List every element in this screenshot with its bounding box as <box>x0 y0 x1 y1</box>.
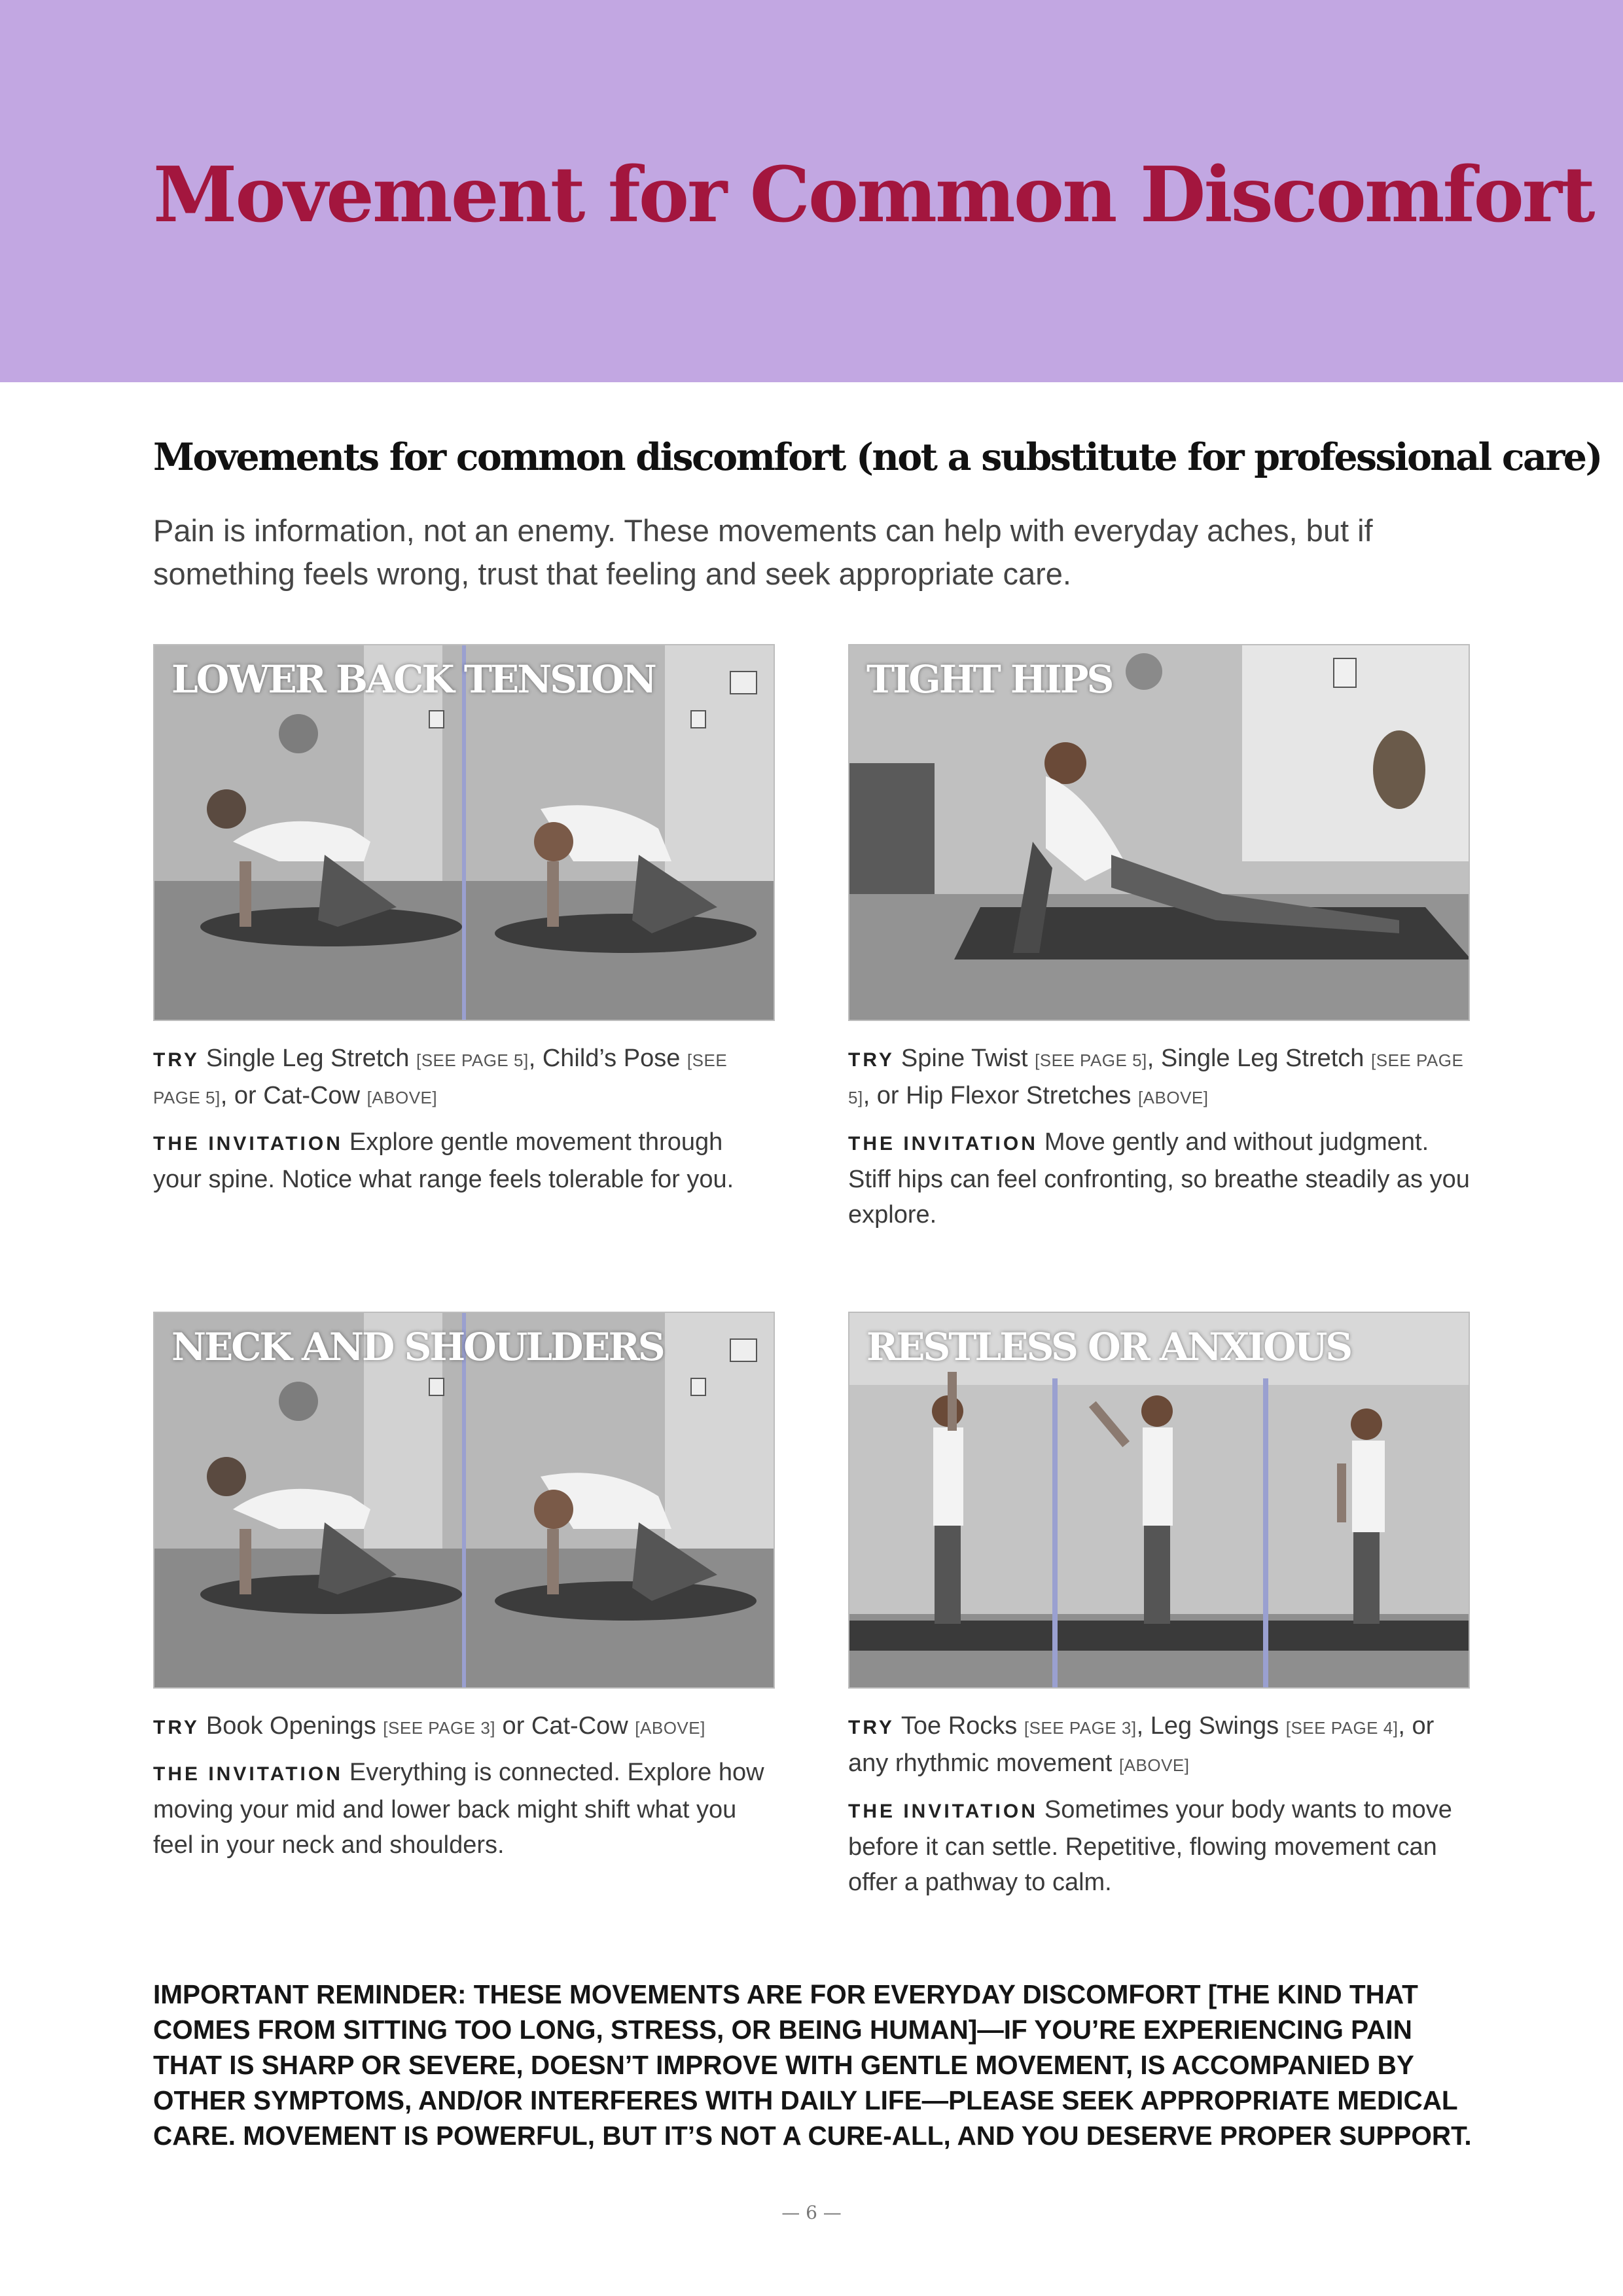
page-ref: [ABOVE] <box>635 1718 705 1738</box>
cat-cow-illustration <box>154 1313 775 1689</box>
card-neck-shoulders <box>153 1312 775 1872</box>
invitation-label: THE INVITATION <box>848 1801 1038 1822</box>
try-item: Single Leg Stretch <box>205 1045 410 1072</box>
try-item: Single Leg Stretch <box>1160 1045 1364 1072</box>
separator: or <box>495 1712 531 1740</box>
arm-swings-illustration <box>849 1313 1470 1689</box>
try-line <box>153 1041 775 1115</box>
page-ref: [SEE PAGE 4] <box>1285 1718 1399 1738</box>
invitation-line <box>848 1792 1470 1900</box>
photo-hip-flexor <box>848 644 1470 1021</box>
photo-arm-swings <box>848 1312 1470 1689</box>
try-item: Cat-Cow <box>263 1082 361 1109</box>
separator: , or any <box>848 1712 1435 1777</box>
try-line <box>848 1708 1470 1783</box>
page-ref: [ABOVE] <box>1137 1088 1209 1107</box>
card-title: LOWER BACK TENSION <box>171 657 655 702</box>
card-lower-back <box>153 644 775 1206</box>
card-title: NECK AND SHOULDERS <box>171 1325 664 1369</box>
page-ref: [SEE PAGE 3] <box>383 1718 495 1738</box>
page-ref: [SEE PAGE 5] <box>153 1050 728 1107</box>
invitation-label: THE INVITATION <box>153 1133 343 1155</box>
important-reminder: IMPORTANT REMINDER: THESE MOVEMENTS ARE FOR EVERYDAY DISCOMFORT [THE KIND THAT COMES FROM SITTING TOO LONG, STRESS, OR BEING HUMAN]—IF YOU’RE EXPERIENCING PAIN THAT IS SHARP OR SEVERE, DOESN’T IMPROVE WITH GENTLE MOVEMENT, IS ACCOMPANIED BY OTHER SYMPTOMS, AND/OR INTERFERES WITH DAILY LIFE—PLEASE SEEK APPROPRIATE MEDICAL CARE. MOVEMENT IS POWERFUL, BUT IT’S NOT A CURE-ALL, AND YOU DESERVE PROPER SUPPORT. <box>153 1979 1472 2151</box>
cat-cow-illustration <box>154 645 775 1021</box>
page-ref: [ABOVE] <box>366 1088 438 1107</box>
card-tight-hips <box>848 644 1470 1242</box>
try-line <box>153 1708 775 1746</box>
try-item: Child’s Pose <box>542 1045 681 1072</box>
invitation-line <box>848 1124 1470 1232</box>
card-title: RESTLESS OR ANXIOUS <box>866 1325 1351 1369</box>
header-band <box>0 0 1623 382</box>
try-label: TRY <box>848 1049 895 1071</box>
card-title: TIGHT HIPS <box>866 657 1113 702</box>
photo-cat-cow <box>153 644 775 1021</box>
try-label: TRY <box>153 1049 200 1071</box>
page-ref: [ABOVE] <box>1118 1755 1190 1775</box>
section-heading: Movements for common discomfort (not a substitute for professional care) <box>153 435 1601 479</box>
intro-paragraph: Pain is information, not an enemy. These movements can help with everyday aches, but if something feels wrong, trust that feeling and seek appropriate care. <box>153 513 1373 591</box>
card-text <box>153 1041 775 1197</box>
try-item: Book Openings <box>205 1712 376 1740</box>
page-ref: [SEE PAGE 5] <box>416 1050 529 1070</box>
page-ref: [SEE PAGE 5] <box>848 1050 1464 1107</box>
invitation-line <box>153 1124 775 1197</box>
hip-flexor-illustration <box>849 645 1470 1021</box>
invitation-text: Sometimes your body wants to move before it can settle. Repetitive, flowing movement can offer a pathway to calm. <box>848 1796 1452 1896</box>
page-number: — 6 — <box>781 2202 842 2223</box>
separator: , <box>1136 1712 1150 1740</box>
page-ref: [SEE PAGE 5] <box>1035 1050 1147 1070</box>
try-item: Cat-Cow <box>531 1712 628 1740</box>
invitation-label: THE INVITATION <box>153 1763 343 1785</box>
card-restless-anxious <box>848 1312 1470 1909</box>
invitation-text: Move gently and without judgment. Stiff hips can feel confronting, so breathe steadily as you explore. <box>848 1128 1470 1229</box>
separator: , <box>1147 1045 1161 1072</box>
separator: , <box>528 1045 543 1072</box>
page-title: Movement for Common Discomfort <box>153 151 1594 240</box>
page-ref: [SEE PAGE 3] <box>1024 1718 1137 1738</box>
try-item: rhythmic movement <box>895 1749 1113 1777</box>
try-item: Spine Twist <box>901 1045 1028 1072</box>
try-label: TRY <box>153 1717 200 1738</box>
photo-cat-cow-repeat <box>153 1312 775 1689</box>
try-item: Hip Flexor Stretches <box>906 1082 1132 1109</box>
invitation-line <box>153 1755 775 1863</box>
try-label: TRY <box>848 1717 895 1738</box>
try-line <box>848 1041 1470 1115</box>
invitation-text: Everything is connected. Explore how moving your mid and lower back might shift what you feel in your neck and shoulders. <box>153 1759 764 1859</box>
card-text <box>848 1041 1470 1232</box>
separator: , or <box>220 1082 264 1109</box>
try-item: Leg Swings <box>1150 1712 1279 1740</box>
try-item: Toe Rocks <box>901 1712 1018 1740</box>
invitation-text: Explore gentle movement through your spine. Notice what range feels tolerable for you. <box>153 1128 734 1193</box>
card-text <box>153 1708 775 1863</box>
invitation-label: THE INVITATION <box>848 1133 1038 1155</box>
separator: , or <box>863 1082 906 1109</box>
card-text <box>848 1708 1470 1900</box>
